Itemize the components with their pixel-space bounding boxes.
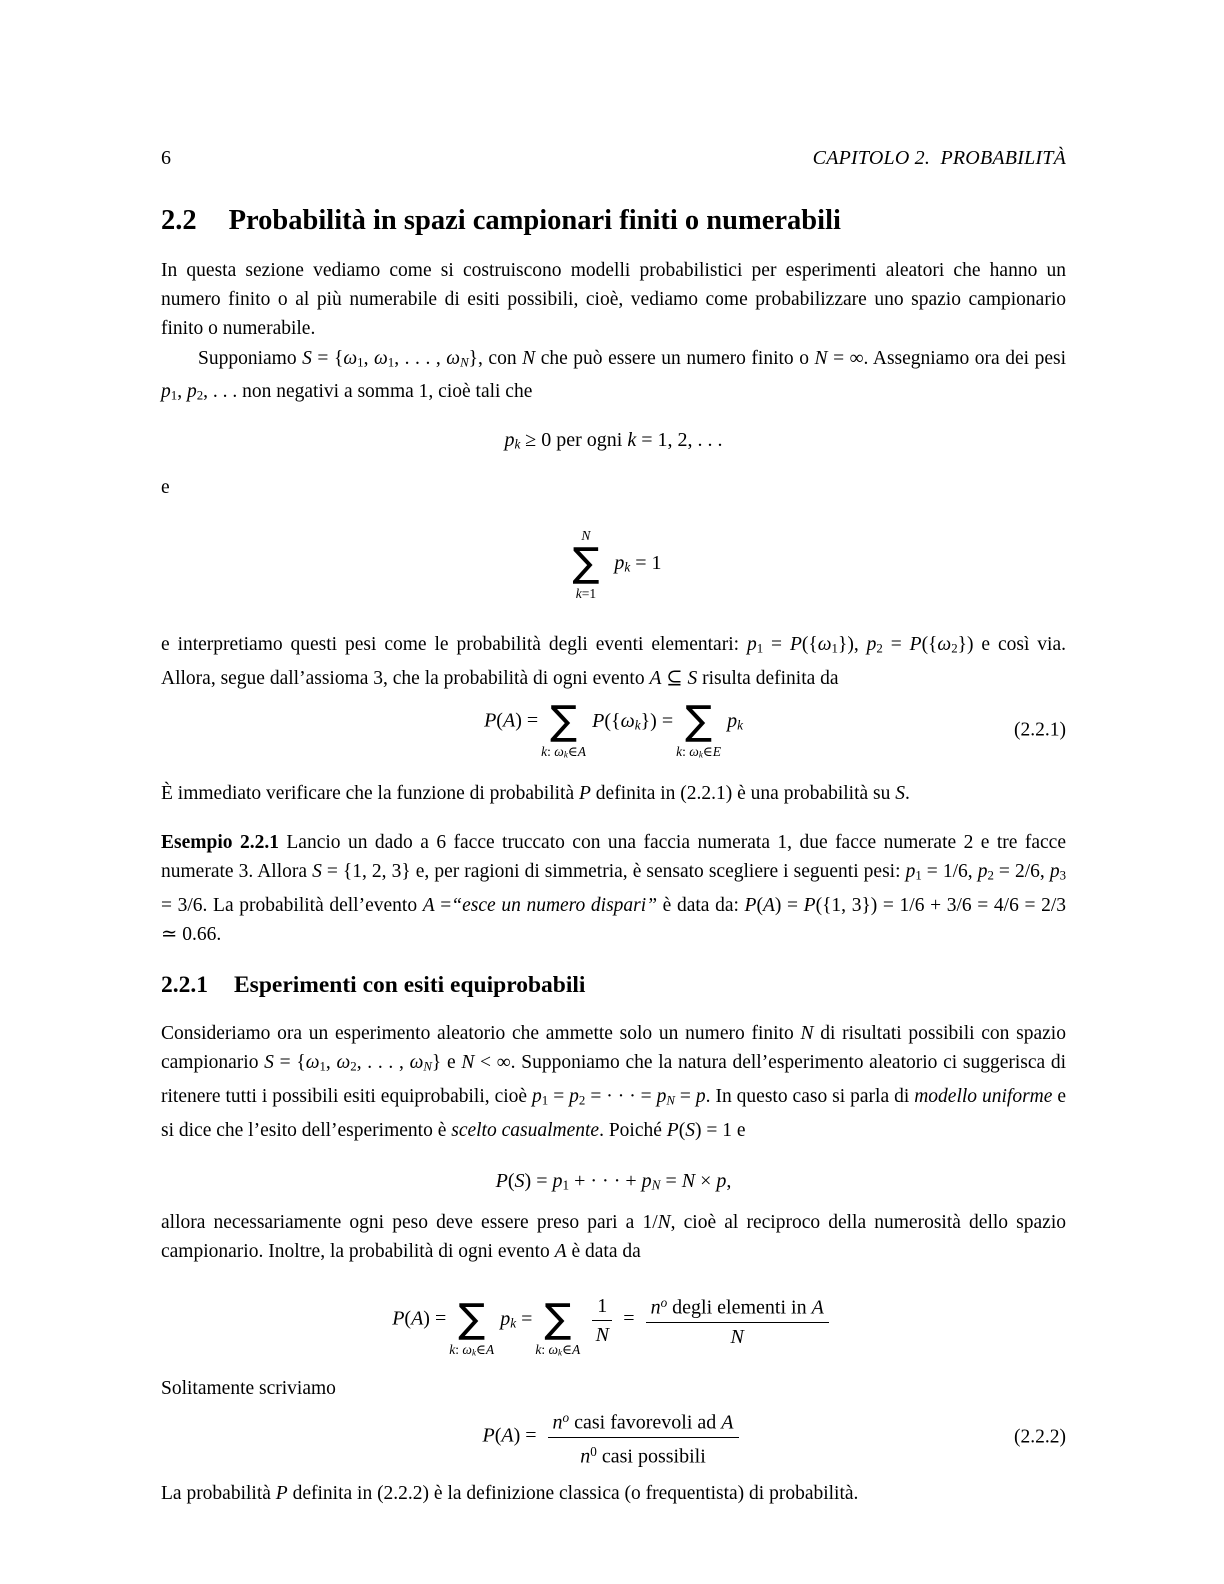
paragraph-consideriamo: Consideriamo ora un esperimento aleatorio che ammette solo un numero finito N di risultati possibili con spazio campionario S = {ω1, ω2, . . . , ωN} e N < ∞. Supponiamo che la natura dell’esperimento aleatorio ci suggerisca di ritenere tutti i possibili esiti equiprobabili, cioè p1 = p2 = · · · = pN = p. In questo caso si parla di modello uniforme e si dice che l’esito dell’esperimento è scelto casualmente. Poiché P(S) = 1 e bbox=[161, 1023, 1067, 1141]
equation-lhs: P(A) = bbox=[392, 1307, 447, 1330]
summation-icon: ∑ bbox=[544, 1296, 572, 1343]
summation-lower-limit: k: ωk∈E bbox=[676, 743, 722, 760]
equation-lhs: P(A) = bbox=[484, 709, 539, 732]
summation-lower-limit: k: ωk∈A bbox=[535, 1342, 581, 1358]
display-equation-somma-pesi bbox=[161, 528, 1066, 602]
section-number: 2.2 bbox=[161, 205, 197, 236]
fraction bbox=[548, 1405, 739, 1469]
equation-equals: = bbox=[623, 1307, 635, 1330]
paragraph-interpretiamo: e interpretiamo questi pesi come le probabilità degli eventi elementari: p1 = P({ω1}), p2 = P({ω2}) e così via. Allora, segue dall’assioma 3, che la probabilità di ogni evento A ⊆ S risulta definita da bbox=[161, 634, 1067, 689]
equation-rhs: pk bbox=[727, 709, 743, 732]
section-heading bbox=[161, 204, 1066, 238]
page-header bbox=[161, 146, 1066, 170]
summation-icon: ∑ bbox=[458, 1296, 486, 1343]
summation-lower-limit: k: ωk∈A bbox=[541, 743, 587, 760]
equation-body: pk = 1 bbox=[614, 551, 662, 575]
display-equation-pesi bbox=[161, 426, 1066, 458]
display-equation-uniforme bbox=[161, 1167, 1066, 1199]
summation-lower-limit: k=1 bbox=[575, 586, 597, 602]
fraction-denominator: $n^0$ casi possibili bbox=[580, 1443, 706, 1468]
subsection-number: 2.2.1 bbox=[161, 972, 208, 999]
equation-lhs: P(A) = bbox=[482, 1424, 537, 1447]
paragraph-e: e bbox=[161, 477, 170, 499]
paragraph-finale: La probabilità P definita in (2.2.2) è la definizione classica (o frequentista) di probabilità. bbox=[161, 1483, 859, 1505]
fraction-denominator: N bbox=[730, 1326, 744, 1349]
fraction-numerator: $n^o$ casi favorevoli ad A bbox=[548, 1405, 739, 1438]
chapter-running-head: CAPITOLO 2. PROBABILITÀ bbox=[812, 147, 1066, 169]
subsection-heading bbox=[161, 971, 1066, 1000]
display-equation-classica bbox=[161, 1290, 1066, 1358]
fraction bbox=[592, 1293, 612, 1348]
paragraph-esempio: Esempio 2.2.1 Lancio un dado a 6 facce truccato con una faccia numerata 1, due facce numerate 2 e tre facce numerate 3. Allora S = {1, 2, 3} e, per ragioni di simmetria, è sensato scegliere i seguenti pesi: p1 = 1/6, p2 = 2/6, p3 = 3/6. La probabilità dell’evento A =“esce un numero dispari” è data da: P(A) = P({1, 3}) = 1/6 + 3/6 = 4/6 = 2/3 ≃ 0.66. bbox=[161, 832, 1067, 946]
summation-icon: ∑ bbox=[685, 697, 713, 744]
summation bbox=[535, 1296, 581, 1358]
fraction-numerator: $n^o$ degli elementi in A bbox=[646, 1290, 829, 1323]
paragraph-allora: allora necessariamente ogni peso deve essere preso pari a 1/N, cioè al reciproco della numerosità dello spazio campionario. Inoltre, la probabilità di ogni evento A è data da bbox=[161, 1212, 1066, 1263]
equation-body: P(S) = p1 + · · · + pN = N × p, bbox=[495, 1169, 732, 1193]
paragraph-intro: In questa sezione vediamo come si costruiscono modelli probabilistici per esperimenti aleatori che hanno un numero finito o al più numerabile di esiti possibili, cioè, vediamo come probabilizzare uno spazio campionario finito o numerabile. bbox=[161, 260, 1066, 340]
summation bbox=[676, 697, 722, 760]
display-equation-2-2-1 bbox=[161, 697, 1066, 760]
fraction-denominator: N bbox=[595, 1323, 609, 1346]
equation-number: (2.2.2) bbox=[1014, 1426, 1066, 1448]
equation-mid: pk = bbox=[500, 1307, 533, 1331]
equation-number: (2.2.1) bbox=[1014, 719, 1066, 741]
equation-body: pk ≥ 0 per ogni k = 1, 2, . . . bbox=[504, 428, 723, 452]
fraction bbox=[646, 1290, 829, 1350]
equation-mid: P({ωk}) = bbox=[592, 709, 674, 732]
page-number: 6 bbox=[161, 147, 171, 169]
paragraph-immediato: È immediato verificare che la funzione di probabilità P definita in (2.2.1) è una probabilità su S. bbox=[161, 782, 910, 804]
fraction-numerator: 1 bbox=[592, 1293, 612, 1321]
text-column bbox=[161, 146, 1066, 1509]
summation-upper-limit: N bbox=[581, 528, 591, 544]
summation bbox=[572, 528, 600, 602]
summation bbox=[449, 1296, 495, 1358]
summation-icon: ∑ bbox=[572, 540, 600, 587]
summation-icon: ∑ bbox=[550, 697, 578, 744]
summation bbox=[541, 697, 587, 760]
display-equation-2-2-2 bbox=[161, 1405, 1066, 1469]
subsection-title: Esperimenti con esiti equiprobabili bbox=[234, 972, 586, 999]
paragraph-supponiamo: Supponiamo S = {ω1, ω1, . . . , ωN}, con N che può essere un numero finito o N = ∞. Assegniamo ora dei pesi p1, p2, . . . non negativi a somma 1, cioè tali che bbox=[161, 347, 1067, 403]
section-title: Probabilità in spazi campionari finiti o numerabili bbox=[228, 205, 841, 236]
summation-lower-limit: k: ωk∈A bbox=[449, 1342, 495, 1358]
paragraph-solitamente: Solitamente scriviamo bbox=[161, 1378, 336, 1400]
